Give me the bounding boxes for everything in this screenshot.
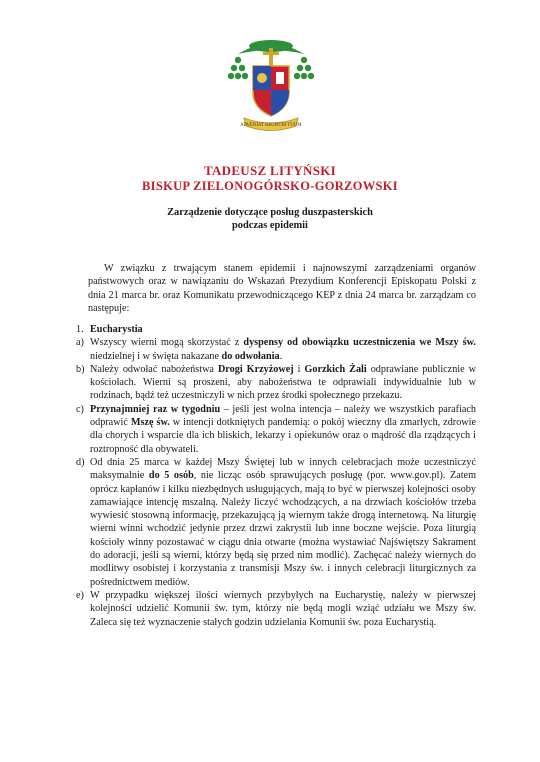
section-heading-eucharystia xyxy=(76,323,476,336)
item-marker: a) xyxy=(76,337,84,349)
list-item-a xyxy=(76,336,476,363)
item-text: Przynajmniej raz w tygodniu – jeśli jest wolna intencja – należy we wszystkich parafiach odprawić Mszę św. w intencji dotkniętych pandemią: o pokój wieczny dla zmarłych, zdrowie dla chorych i wsparcie dla ich bliskich, lekarzy i opiekunów oraz o mądrość dla rządzących i roztropność dla obywateli. xyxy=(90,403,476,455)
item-marker: e) xyxy=(76,589,84,601)
bishop-name: TADEUSZ LITYŃSKI xyxy=(203,163,337,178)
item-text: Od dnia 25 marca w każdej Mszy Świętej lub w innych celebracjach może uczestniczyć maksymalnie do 5 osób, nie licząc osób sprawujących posługę (por. www.gov.pl). Zatem oprócz kapłanów i kilku niezbędnych usługujących, mają to być w pierwszej kolejności osoby zamawiające intencję mszalną. Należy liczyć wchodzących, a na drzwiach kościołów trzeba wywiesić stosowną informację, przekazującą ją wiernym także drogą internetową. Na liturgię wierni winni wchodzić jedynie przez drzwi zakrystii lub inne boczne wejście. Poza liturgią kościoły winny pozostawać w ciągu dnia otwarte (można wystawiać Najświętszy Sakrament do adoracji, jeśli są wierni, którzy będą się przed nim modlić). Zachęcać należy wiernych do modlitwy osobistej i korzystania z transmisji Mszy św. i innych celebracji liturgicznych za pośrednictwem mediów. xyxy=(90,456,476,588)
list-item-c xyxy=(76,403,476,456)
motto-text: ADVENIAT REGNUM TUUM xyxy=(240,122,302,127)
item-marker: b) xyxy=(76,363,85,375)
section-title: Eucharystia xyxy=(90,324,143,335)
document-subject-line-1: Zarządzenie dotyczące posług duszpasterskich xyxy=(167,207,373,218)
item-marker: d) xyxy=(76,456,85,468)
section-number: 1. xyxy=(76,324,84,335)
item-marker: c) xyxy=(76,403,84,415)
list-item-e xyxy=(76,589,476,629)
list-item-d xyxy=(76,456,476,589)
list-item-b xyxy=(76,363,476,403)
intro-paragraph: W związku z trwającym stanem epidemii i najnowszymi zarządzeniami organów państwowych oraz w nawiązaniu do Wskazań Prezydium Konferencji Episkopatu Polski z dnia 21 marca br. oraz Komunikatu przewodniczącego KEP z dnia 24 marca br. zarządzam co następuje: xyxy=(88,263,476,315)
document-subject-line-2: podczas epidemii xyxy=(232,220,308,231)
item-text: Wszyscy wierni mogą skorzystać z dyspensy od obowiązku uczestniczenia we Mszy św. niedzielnej i w święta nakazane do odwołania. xyxy=(90,337,476,362)
item-text: W przypadku większej ilości wiernych przybyłych na Eucharystię, należy w pierwszej kolejności udzielić Komunii św. tym, którzy nie będą mogli wziąć udziału we Mszy św. Zaleca się też wyznaczenie stałych godzin udzielania Komunii św. poza Eucharystią. xyxy=(90,589,476,628)
directive-list xyxy=(76,323,476,629)
item-text: Należy odwołać nabożeństwa Drogi Krzyżowej i Gorzkich Żali odprawiane publicznie w kościołach. Wierni są proszeni, aby nabożeństwa te odprawiali indywidualnie lub w rodzinach, bądź też uczestniczyli w nich przez środki społecznego przekazu. xyxy=(90,363,476,402)
episcopal-coat-of-arms-icon xyxy=(226,32,316,142)
bishop-title: BISKUP ZIELONOGÓRSKO-GORZOWSKI xyxy=(142,179,398,193)
